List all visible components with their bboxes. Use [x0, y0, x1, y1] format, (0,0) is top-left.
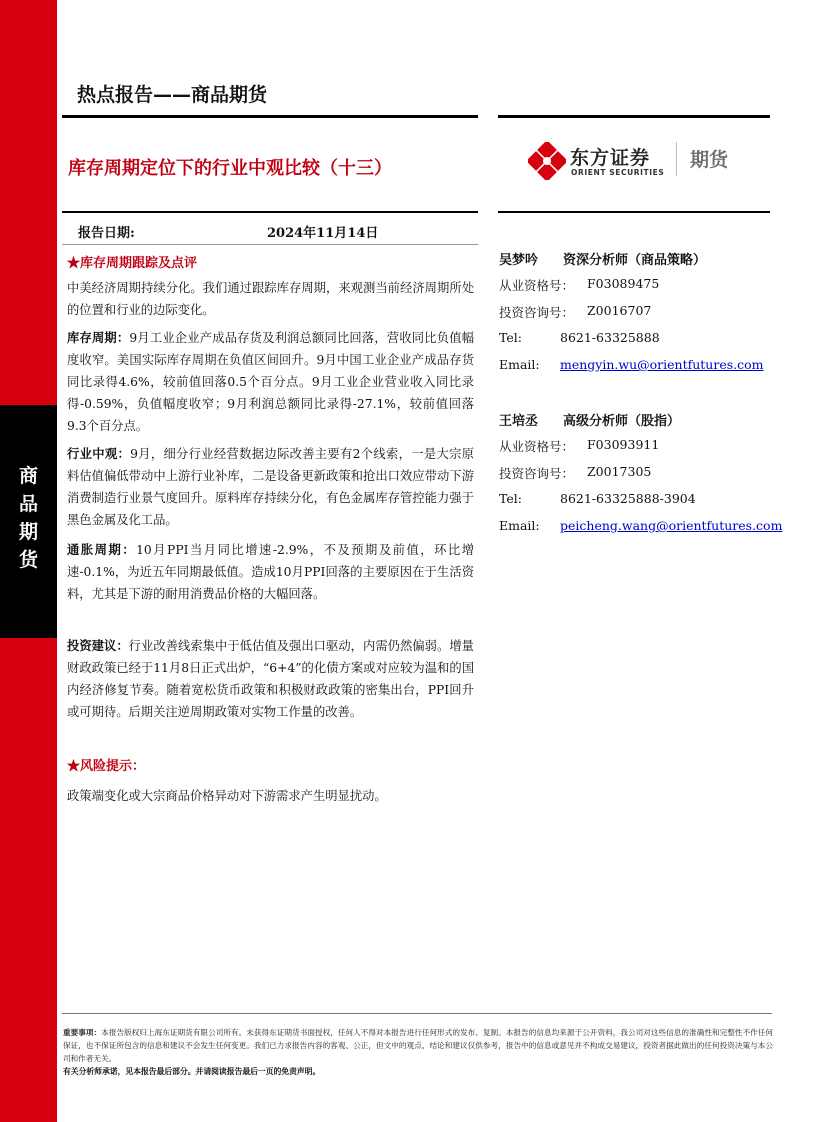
page-title: 库存周期定位下的行业中观比较（十三）	[68, 158, 392, 179]
orient-logo-icon	[528, 142, 566, 180]
advice-lead: 投资建议：	[67, 638, 129, 653]
intro-paragraph	[67, 277, 474, 321]
title-rule-left	[62, 211, 478, 213]
report-date-value: 2024年11月14日	[267, 226, 379, 241]
logo-company-name: 东方证券	[570, 147, 651, 169]
disclaimer	[63, 1026, 773, 1065]
footer-rule	[62, 1013, 772, 1014]
advice-paragraph	[67, 635, 474, 723]
section-heading-inventory: ★库存周期跟踪及点评	[67, 256, 198, 271]
industry-lead: 行业中观：	[67, 446, 131, 461]
analyst-2-qual-value: F03093911	[587, 437, 660, 452]
analyst-2-consult-value: Z0017305	[587, 464, 652, 479]
logo-division: 期货	[690, 149, 729, 171]
sidebar-char: 商	[18, 465, 38, 487]
analyst-1-qual-label: 从业资格号：	[499, 278, 575, 293]
logo-divider	[676, 142, 677, 176]
analyst-1-consult-label: 投资咨询号：	[499, 305, 575, 320]
disclaimer-text: 本报告版权归上海东证期货有限公司所有。未获得东证期货书面授权，任何人不得对本报告进行任何形式的发布、复制。本报告的信息均来源于公开资料，我公司对这些信息的准确性和完整性不作任何保证，也不保证所包含的信息和建议不会发生任何变更。我们已力求报告内容的客观、公正，但文中的观点、结论和建议仅供参考，报告中的信息或意见并不构成交易建议，投资者据此做出的任何投资决策与本公司和作者无关。	[63, 1028, 774, 1063]
advice-text: 行业改善线索集中于低估值及强出口驱动，内需仍然偏弱。增量财政政策已经于11月8日正式出炉，“6+4”的化债方案或对应较为温和的国内经济修复节奏。随着宽松货币政策和积极财政政策的密集出台，PPI回升或可期待。后期关注逆周期政策对实物工作量的改善。	[67, 639, 474, 719]
disclaimer-lead: 重要事项：	[63, 1028, 102, 1037]
analyst-1-email-link[interactable]: mengyin.wu@orientfutures.com	[560, 357, 764, 372]
inventory-paragraph	[67, 327, 474, 437]
report-date-label: 报告日期:	[78, 226, 135, 241]
industry-paragraph	[67, 443, 474, 531]
inflation-lead: 通胀周期：	[67, 542, 137, 557]
analyst-2-tel-label: Tel:	[499, 491, 522, 506]
risk-paragraph	[67, 785, 474, 807]
analyst-commitment-note: 有关分析师承诺，见本报告最后部分。并请阅读报告最后一页的免责声明。	[63, 1067, 321, 1076]
analyst-1-title: 资深分析师（商品策略）	[563, 253, 707, 268]
header-rule-right	[498, 115, 770, 118]
analyst-2-name: 王培丞	[499, 414, 539, 429]
analyst-2-title: 高级分析师（股指）	[563, 414, 681, 429]
inventory-text: 9月工业企业产成品存货及利润总额同比回落，营收同比负值幅度收窄。美国实际库存周期在负值区间回升。9月中国工业企业产成品存货同比录得4.6%，较前值回落0.5个百分点。9月工业企业营业收入同比录得-0.59%，负值幅度收窄；9月利润总额同比录得-27.1%，较前值回落9.3个百分点。	[67, 331, 474, 433]
date-rule	[62, 244, 478, 245]
sidebar-char: 品	[18, 493, 38, 515]
intro-text: 中美经济周期持续分化。我们通过跟踪库存周期，来观测当前经济周期所处的位置和行业的边际变化。	[67, 281, 474, 317]
inventory-lead: 库存周期：	[67, 330, 130, 345]
analyst-1-consult-value: Z0016707	[587, 303, 652, 318]
sidebar-char: 期	[18, 521, 38, 543]
logo-company-en: ORIENT SECURITIES	[571, 168, 665, 177]
report-category: 热点报告——商品期货	[77, 84, 268, 106]
header-rule-left	[62, 115, 478, 118]
analyst-2-email-label: Email:	[499, 518, 540, 533]
analyst-1-tel-label: Tel:	[499, 330, 522, 345]
analyst-1-tel-value: 8621-63325888	[560, 330, 660, 345]
analyst-1-qual-value: F03089475	[587, 276, 660, 291]
analyst-1-name: 吴梦吟	[499, 253, 539, 268]
risk-text: 政策端变化或大宗商品价格异动对下游需求产生明显扰动。	[67, 789, 387, 803]
analyst-2-email-link[interactable]: peicheng.wang@orientfutures.com	[560, 518, 783, 533]
analyst-2-qual-label: 从业资格号：	[499, 439, 575, 454]
analyst-1-email-label: Email:	[499, 357, 540, 372]
section-heading-risk: ★风险提示：	[67, 759, 146, 774]
analyst-2-tel-value: 8621-63325888-3904	[560, 491, 696, 506]
inflation-text: 10月PPI当月同比增速-2.9%，不及预期及前值，环比增速-0.1%，为近五年同期最低值。造成10月PPI回落的主要原因在于生活资料，尤其是下游的耐用消费品价格的大幅回落。	[67, 543, 474, 601]
sidebar-vertical-label	[0, 462, 57, 574]
sidebar-char: 货	[18, 549, 38, 571]
industry-text: 9月，细分行业经营数据边际改善主要有2个线索，一是大宗原料估值偏低带动中上游行业补库，二是设备更新政策和抢出口效应带动下游消费制造行业景气度回升。原料库存持续分化，有色金属库存管控能力强于黑色金属及化工品。	[67, 447, 474, 527]
title-rule-right	[498, 211, 770, 213]
analyst-2-consult-label: 投资咨询号：	[499, 466, 575, 481]
inflation-paragraph	[67, 539, 474, 605]
